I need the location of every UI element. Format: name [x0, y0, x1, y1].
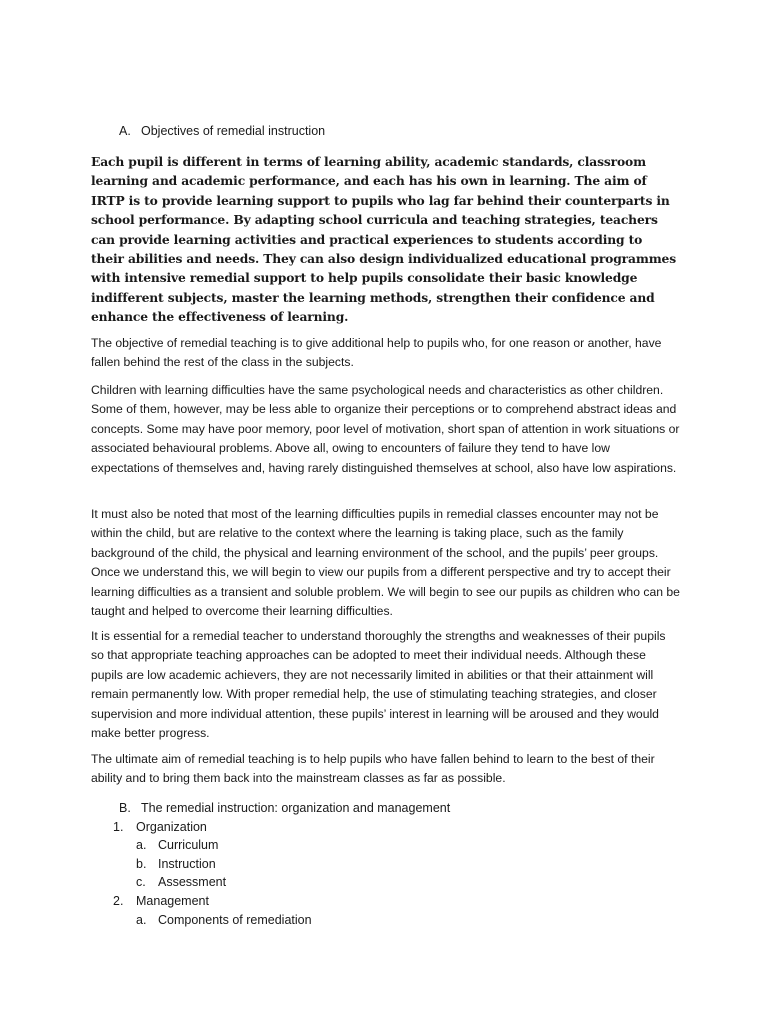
paragraph-context: It must also be noted that most of the learning difficulties pupils in remedial classes encounter may not be within the child, but are relative to the context where the learning is taking place, such as the family background of the child, the physical and learning environment of the school, and the pupils’ peer groups. Once we understand this, we will begin to view our pupils from a different perspective and try to accept their learning difficulties as a transient and soluble problem. We will begin to see our pupils as children who can be taught and helped to overcome their learning difficulties.	[91, 507, 680, 619]
outline-item-instruction	[136, 856, 216, 872]
outline-label: Components of remediation	[158, 913, 312, 927]
section-a-marker: A.	[119, 124, 131, 138]
outline-label: Curriculum	[158, 838, 219, 852]
outline-marker: a.	[136, 838, 147, 852]
section-b-heading	[119, 800, 450, 816]
outline-label: Organization	[136, 820, 207, 834]
section-a-heading	[119, 123, 325, 139]
outline-marker: 2.	[113, 894, 124, 908]
paragraph-learning-difficulties: Children with learning difficulties have the same psychological needs and characteristics as other children. Some of them, however, may be less able to organize their perceptions or to comprehend abstract ideas and concepts. Some may have poor memory, poor level of motivation, short span of attention in work situations or associated behavioural problems. Above all, owing to encounters of failure they tend to have low expectations of themselves and, having rarely distinguished themselves at school, also have low aspirations.	[91, 383, 680, 475]
outline-marker: a.	[136, 913, 147, 927]
outline-label: Assessment	[158, 875, 227, 889]
outline-item-assessment	[136, 874, 226, 890]
outline-marker: 1.	[113, 820, 124, 834]
outline-label: Management	[136, 894, 209, 908]
outline-item-management	[113, 893, 209, 909]
intro-bold-paragraph: Each pupil is different in terms of learning ability, academic standards, classroom learning and academic performance, and each has his own in learning. The aim of IRTP is to provide learning support to pupils who lag far behind their counterparts in school performance. By adapting school curricula and teaching strategies, teachers can provide learning activities and practical experiences to students according to their abilities and needs. They can also design individualized educational programmes with intensive remedial support to help pupils consolidate their basic knowledge indifferent subjects, master the learning methods, strengthen their confidence and enhance the effectiveness of learning.	[91, 154, 677, 325]
outline-item-curriculum	[136, 837, 218, 853]
section-b-title: The remedial instruction: organization and management	[141, 801, 451, 815]
outline-label: Instruction	[158, 857, 216, 871]
section-a-title: Objectives of remedial instruction	[141, 124, 326, 138]
paragraph-objective: The objective of remedial teaching is to give additional help to pupils who, for one reason or another, have fallen behind the rest of the class in the subjects.	[91, 336, 662, 370]
paragraph-strengths-weaknesses: It is essential for a remedial teacher to understand thoroughly the strengths and weaknesses of their pupils so that appropriate teaching approaches can be adopted to meet their individual needs. Although these pupils are low academic achievers, they are not necessarily limited in abilities or that their attainment will remain permanently low. With proper remedial help, the use of stimulating teaching strategies, and closer supervision and more individual attention, these pupils’ interest in learning will be aroused and they would make better progress.	[91, 629, 666, 741]
paragraph-ultimate-aim: The ultimate aim of remedial teaching is to help pupils who have fallen behind to learn to the best of their ability and to bring them back into the mainstream classes as far as possible.	[91, 752, 655, 786]
outline-marker: b.	[136, 857, 147, 871]
outline-marker: c.	[136, 875, 146, 889]
outline-item-organization	[113, 819, 207, 835]
section-b-marker: B.	[119, 801, 131, 815]
outline-item-components-of-remediation	[136, 912, 312, 928]
